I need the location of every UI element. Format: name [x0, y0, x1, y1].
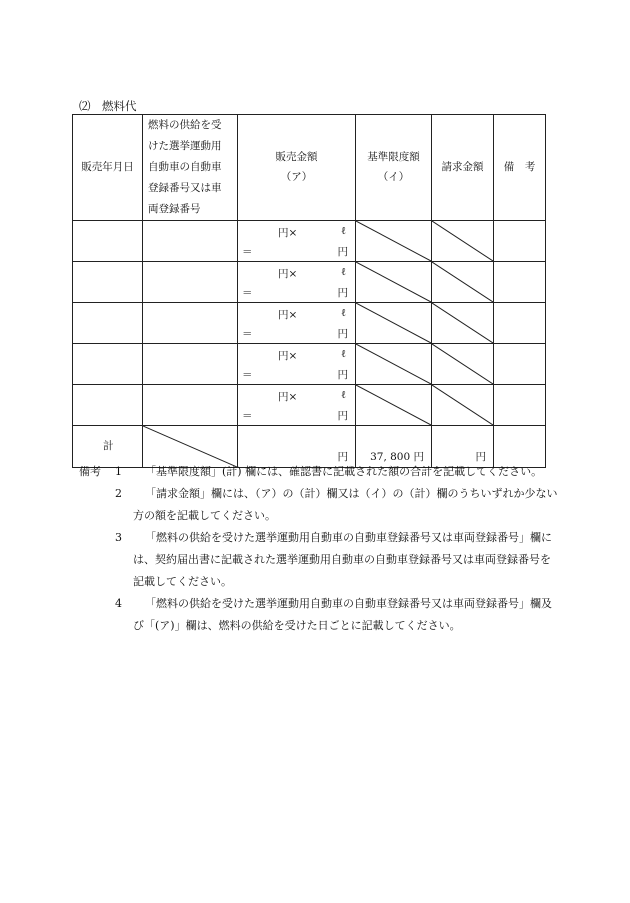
yen-mark: 円 — [337, 246, 348, 258]
unit-price-mark: 円× — [278, 309, 298, 321]
date-cell[interactable] — [73, 385, 143, 426]
sales-amount-cell[interactable] — [238, 303, 356, 344]
remarks-cell[interactable] — [494, 385, 546, 426]
header-vehicle-number: 燃料の供給を受 けた選挙運動用 自動車の自動車 登録番号又は車 両登録番号 — [143, 115, 238, 221]
remarks-cell[interactable] — [494, 221, 546, 262]
sales-amount-cell[interactable] — [238, 262, 356, 303]
diagonal-line — [432, 344, 493, 384]
vehicle-number-cell[interactable] — [143, 262, 238, 303]
table-row — [73, 221, 546, 262]
header-date: 販売年月日 — [73, 115, 143, 221]
equals-mark: ＝ — [242, 287, 253, 299]
liter-mark: ℓ — [340, 225, 346, 237]
header-remarks: 備 考 — [494, 115, 546, 221]
diagonal-line — [432, 385, 493, 425]
limit-amount-cell — [356, 385, 432, 426]
total-sales-yen: 円 — [337, 451, 348, 463]
remarks-cell[interactable] — [494, 344, 546, 385]
diagonal-line — [356, 262, 431, 302]
table-row — [73, 262, 546, 303]
sales-amount-cell[interactable] — [238, 221, 356, 262]
total-claim-yen: 円 — [475, 451, 486, 463]
limit-amount-cell — [356, 344, 432, 385]
unit-price-mark: 円× — [278, 268, 298, 280]
note-item — [79, 483, 559, 527]
header-sales-amount: 販売金額 （ア） — [238, 115, 356, 221]
note-item — [79, 461, 559, 483]
notes — [79, 461, 559, 637]
note-number: 4 — [115, 597, 122, 610]
limit-amount-cell — [356, 303, 432, 344]
section-title: ⑵ 燃料代 — [79, 99, 137, 113]
limit-amount-cell — [356, 262, 432, 303]
unit-price-mark: 円× — [278, 391, 298, 403]
claim-amount-cell — [432, 303, 494, 344]
diagonal-line — [356, 344, 431, 384]
header-row — [73, 115, 546, 221]
liter-mark: ℓ — [340, 348, 346, 360]
liter-mark: ℓ — [340, 389, 346, 401]
fuel-cost-table — [72, 114, 546, 468]
total-limit-value: 37, 800 円 — [370, 451, 424, 463]
table-row — [73, 385, 546, 426]
unit-price-mark: 円× — [278, 227, 298, 239]
date-cell[interactable] — [73, 262, 143, 303]
yen-mark: 円 — [337, 328, 348, 340]
notes-label: 備考 — [79, 465, 101, 478]
date-cell[interactable] — [73, 221, 143, 262]
equals-mark: ＝ — [242, 328, 253, 340]
vehicle-number-cell[interactable] — [143, 344, 238, 385]
note-number: 1 — [115, 465, 122, 478]
remarks-cell[interactable] — [494, 262, 546, 303]
note-number: 3 — [115, 531, 122, 544]
liter-mark: ℓ — [340, 307, 346, 319]
yen-mark: 円 — [337, 369, 348, 381]
liter-mark: ℓ — [340, 266, 346, 278]
sales-amount-cell[interactable] — [238, 385, 356, 426]
claim-amount-cell — [432, 344, 494, 385]
vehicle-number-cell[interactable] — [143, 385, 238, 426]
note-text: 「燃料の供給を受けた選挙運動用自動車の自動車登録番号又は車両登録番号」欄及び「(ア)」欄は、燃料の供給を受けた日ごとに記載してください。 — [133, 597, 552, 632]
equals-mark: ＝ — [242, 246, 253, 258]
yen-mark: 円 — [337, 410, 348, 422]
note-text: 「請求金額」欄には、（ア）の（計）欄又は（イ）の（計）欄のうちいずれか少ない方の額を記載してください。 — [133, 487, 558, 522]
equals-mark: ＝ — [242, 369, 253, 381]
diagonal-line — [432, 303, 493, 343]
diagonal-line — [432, 221, 493, 261]
table-row — [73, 303, 546, 344]
note-item — [79, 527, 559, 593]
header-claim-amount: 請求金額 — [432, 115, 494, 221]
header-limit-amount: 基準限度額 （イ） — [356, 115, 432, 221]
total-label: 計 — [103, 440, 114, 452]
remarks-cell[interactable] — [494, 303, 546, 344]
diagonal-line — [356, 221, 431, 261]
claim-amount-cell — [432, 262, 494, 303]
claim-amount-cell — [432, 221, 494, 262]
note-text: 「基準限度額」(計) 欄には、確認書に記載された額の合計を記載してください。 — [145, 465, 543, 478]
diagonal-line — [432, 262, 493, 302]
note-number: 2 — [115, 487, 122, 500]
limit-amount-cell — [356, 221, 432, 262]
note-text: 「燃料の供給を受けた選挙運動用自動車の自動車登録番号又は車両登録番号」欄には、契約届出書に記載された選挙運動用自動車の自動車登録番号又は車両登録番号を記載してください。 — [133, 531, 552, 588]
unit-price-mark: 円× — [278, 350, 298, 362]
claim-amount-cell — [432, 385, 494, 426]
equals-mark: ＝ — [242, 410, 253, 422]
vehicle-number-cell[interactable] — [143, 221, 238, 262]
date-cell[interactable] — [73, 344, 143, 385]
yen-mark: 円 — [337, 287, 348, 299]
table-row — [73, 344, 546, 385]
sales-amount-cell[interactable] — [238, 344, 356, 385]
diagonal-line — [356, 385, 431, 425]
vehicle-number-cell[interactable] — [143, 303, 238, 344]
diagonal-line — [356, 303, 431, 343]
date-cell[interactable] — [73, 303, 143, 344]
note-item — [79, 593, 559, 637]
